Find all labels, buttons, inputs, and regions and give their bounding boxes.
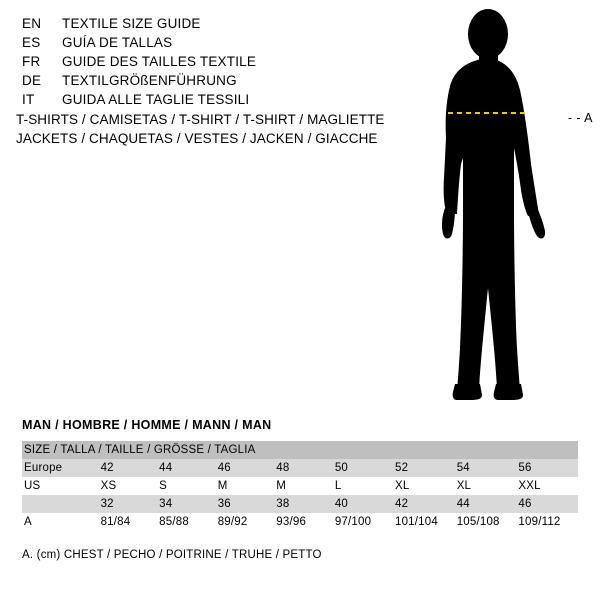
cell: 36 bbox=[216, 495, 275, 513]
language-text: GUIDA ALLE TAGLIE TESSILI bbox=[62, 92, 250, 107]
cell: 54 bbox=[455, 459, 517, 477]
language-row bbox=[22, 35, 382, 54]
cell: 93/96 bbox=[274, 513, 333, 531]
cell: XS bbox=[99, 477, 158, 495]
cell: 44 bbox=[157, 459, 216, 477]
cell: 48 bbox=[274, 459, 333, 477]
cell: XXL bbox=[516, 477, 578, 495]
table-row bbox=[22, 459, 578, 477]
language-list bbox=[22, 16, 382, 111]
language-code: IT bbox=[22, 92, 35, 107]
cell: 46 bbox=[516, 495, 578, 513]
cell: 42 bbox=[99, 459, 158, 477]
cell: 42 bbox=[393, 495, 455, 513]
language-row bbox=[22, 73, 382, 92]
language-code: ES bbox=[22, 35, 41, 50]
cell: 89/92 bbox=[216, 513, 275, 531]
language-code: DE bbox=[22, 73, 42, 88]
cell: 46 bbox=[216, 459, 275, 477]
cell: 52 bbox=[393, 459, 455, 477]
category-tshirts: T-SHIRTS / CAMISETAS / T-SHIRT / T-SHIRT / MAGLIETTE bbox=[16, 112, 385, 127]
cell: 81/84 bbox=[99, 513, 158, 531]
table-row bbox=[22, 495, 578, 513]
cell: 44 bbox=[455, 495, 517, 513]
language-text: TEXTILE SIZE GUIDE bbox=[62, 16, 201, 31]
cell: 50 bbox=[333, 459, 393, 477]
category-list bbox=[16, 110, 396, 148]
cell: XL bbox=[455, 477, 517, 495]
cell: L bbox=[333, 477, 393, 495]
cell: 34 bbox=[157, 495, 216, 513]
male-silhouette-icon bbox=[400, 8, 600, 403]
cell: 105/108 bbox=[455, 513, 517, 531]
measure-label-a: - - A bbox=[568, 111, 593, 125]
row-label: US bbox=[22, 477, 99, 495]
category-jackets: JACKETS / CHAQUETAS / VESTES / JACKEN / GIACCHE bbox=[16, 131, 378, 146]
table-row bbox=[22, 477, 578, 495]
cell: 101/104 bbox=[393, 513, 455, 531]
row-label bbox=[22, 495, 99, 513]
table-header-row bbox=[22, 441, 578, 459]
table-footnote: A. (cm) CHEST / PECHO / POITRINE / TRUHE / PETTO bbox=[22, 549, 322, 561]
language-row bbox=[22, 54, 382, 73]
language-row bbox=[22, 92, 382, 111]
language-text: GUÍA DE TALLAS bbox=[62, 35, 173, 50]
cell: 85/88 bbox=[157, 513, 216, 531]
cell: 97/100 bbox=[333, 513, 393, 531]
cell: 40 bbox=[333, 495, 393, 513]
cell: 38 bbox=[274, 495, 333, 513]
cell: 56 bbox=[516, 459, 578, 477]
cell: 109/112 bbox=[516, 513, 578, 531]
cell: M bbox=[274, 477, 333, 495]
language-code: EN bbox=[22, 16, 42, 31]
body-silhouette-figure bbox=[400, 8, 600, 403]
language-code: FR bbox=[22, 54, 41, 69]
cell: 32 bbox=[99, 495, 158, 513]
row-label: A bbox=[22, 513, 99, 531]
table-title: MAN / HOMBRE / HOMME / MANN / MAN bbox=[22, 418, 272, 432]
language-text: GUIDE DES TAILLES TEXTILE bbox=[62, 54, 257, 69]
language-text: TEXTILGRÖßENFÜHRUNG bbox=[62, 73, 237, 88]
cell: XL bbox=[393, 477, 455, 495]
row-label: Europe bbox=[22, 459, 99, 477]
language-row bbox=[22, 16, 382, 35]
size-table bbox=[22, 441, 578, 531]
cell: S bbox=[157, 477, 216, 495]
table-row bbox=[22, 513, 578, 531]
cell: M bbox=[216, 477, 275, 495]
table-header-label: SIZE / TALLA / TAILLE / GRÖSSE / TAGLIA bbox=[24, 444, 256, 456]
